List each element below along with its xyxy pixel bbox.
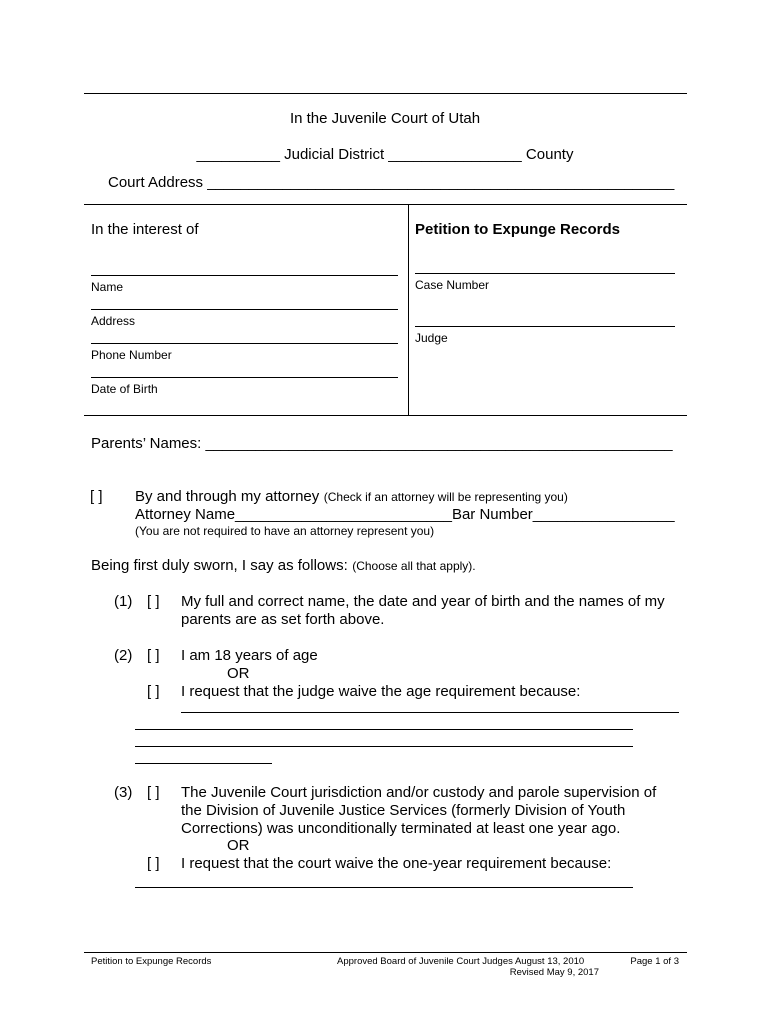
phone-label: Phone Number [91,348,172,362]
judge-label: Judge [415,331,448,345]
item2-age-text: I am 18 years of age [181,647,318,664]
caption-bottom-rule [84,415,687,416]
footer-approved: Approved Board of Juvenile Court Judges August 13, 2010 [337,956,585,967]
item1-text-line1: My full and correct name, the date and year of birth and the names of my [181,593,665,610]
item1-text-line2: parents are as set forth above. [181,611,385,628]
district-county-line[interactable]: __________ Judicial District ________________ County [196,146,574,163]
address-label: Address [91,314,136,328]
item2-reason-line4[interactable] [135,763,272,764]
court-title: In the Juvenile Court of Utah [289,110,481,127]
item3-number: (3) [114,784,133,801]
caption-top-rule [84,204,687,205]
item2-waive-text: I request that the judge waive the age requirement because: [181,683,581,700]
attorney-not-required-note: (You are not required to have an attorney represent you) [135,524,435,538]
case-number-label: Case Number [415,278,490,292]
top-rule [84,93,687,94]
item3-waive-text: I request that the court waive the one-year requirement because: [181,855,612,872]
sworn-note: (Choose all that apply). [352,559,476,573]
dob-label: Date of Birth [91,382,158,396]
address-field[interactable] [91,309,398,310]
item2-reason-line3[interactable] [135,746,633,747]
item2-waive-checkbox[interactable]: [ ] [147,683,160,700]
interest-label: In the interest of [91,221,199,238]
attorney-label: By and through my attorney [135,488,320,505]
judge-field[interactable] [415,326,675,327]
item3-checkbox[interactable]: [ ] [147,784,160,801]
petition-title: Petition to Expunge Records [415,221,621,238]
parents-names-line[interactable]: Parents’ Names: ________________________________________________________ [91,435,673,452]
case-number-field[interactable] [415,273,675,274]
item3-text-line1: The Juvenile Court jurisdiction and/or custody and parole supervision of [181,784,657,801]
footer-form-name: Petition to Expunge Records [91,956,212,967]
item1-checkbox[interactable]: [ ] [147,593,160,610]
attorney-checkbox[interactable]: [ ] [90,488,103,505]
item2-number: (2) [114,647,133,664]
item3-waive-checkbox[interactable]: [ ] [147,855,160,872]
footer-revised: Revised May 9, 2017 [509,967,599,978]
name-field[interactable] [91,275,398,276]
item2-or: OR [227,665,250,682]
attorney-note: (Check if an attorney will be representing you) [323,490,568,504]
item3-or: OR [227,837,250,854]
item2-checkbox[interactable]: [ ] [147,647,160,664]
item2-reason-line1[interactable] [181,712,679,713]
sworn-statement: Being first duly sworn, I say as follows: [91,557,348,574]
footer-rule [84,952,687,953]
item1-number: (1) [114,593,133,610]
court-address-line[interactable]: Court Address ________________________________________________________ [108,174,675,191]
caption-divider [408,204,409,416]
attorney-name-bar-line[interactable]: Attorney Name__________________________Bar Number_________________ [135,506,675,523]
dob-field[interactable] [91,377,398,378]
item3-reason-line1[interactable] [135,887,633,888]
item3-text-line2: the Division of Juvenile Justice Services (formerly Division of Youth [181,802,626,819]
item3-text-line3: Corrections) was unconditionally terminated at least one year ago. [181,820,621,837]
phone-field[interactable] [91,343,398,344]
name-label: Name [91,280,124,294]
item2-reason-line2[interactable] [135,729,633,730]
footer-page-number: Page 1 of 3 [630,956,679,967]
